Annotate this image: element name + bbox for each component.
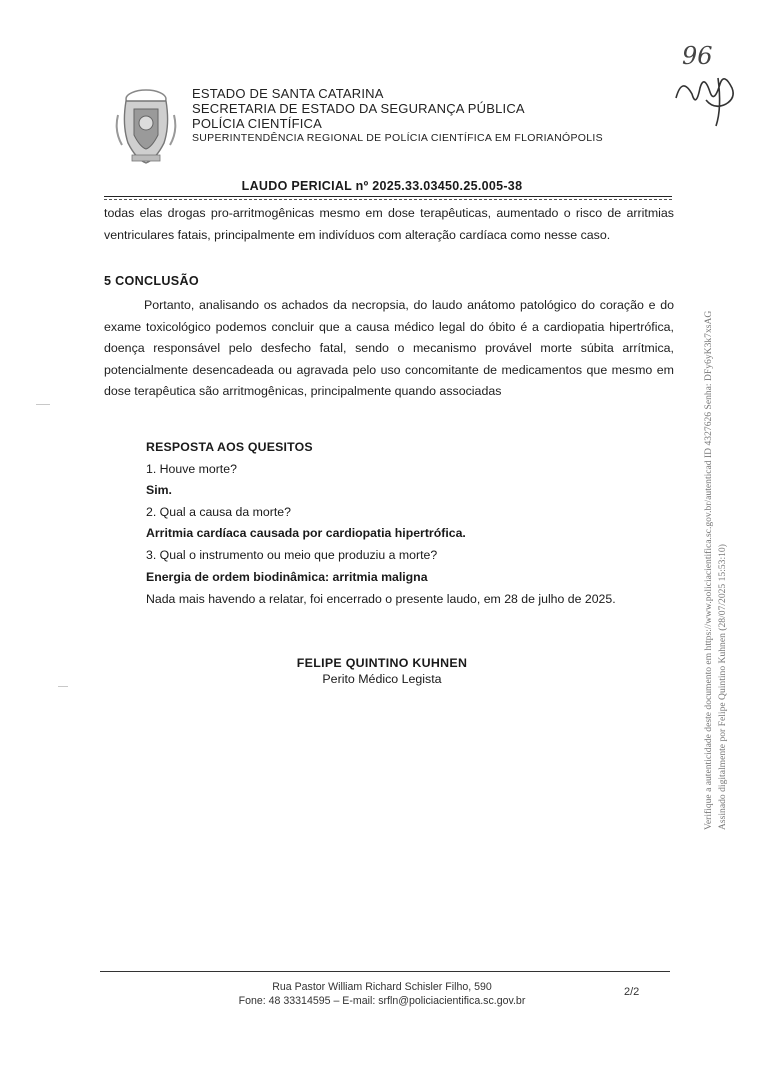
footer-address: Rua Pastor William Richard Schisler Filho, 590 bbox=[272, 981, 492, 993]
answer-1: Sim. bbox=[146, 483, 172, 498]
answer-2: Arritmia cardíaca causada por cardiopatia hipertrófica. bbox=[146, 526, 466, 541]
handwritten-page-number: 96 bbox=[682, 42, 713, 70]
authentication-side-text bbox=[702, 182, 730, 830]
section-heading-conclusao: 5 CONCLUSÃO bbox=[104, 274, 199, 288]
footer bbox=[0, 980, 764, 1008]
coat-of-arms-icon bbox=[112, 85, 180, 167]
signer-role: Perito Médico Legista bbox=[322, 672, 442, 686]
handwritten-page-mark bbox=[666, 38, 744, 128]
continued-paragraph: todas elas drogas pro-arritmogênicas mesmo em dose terapêuticas, aumentado o risco de arritmias ventriculares fatais, principalmente em indivíduos com alteração cardíaca como nesse caso. bbox=[104, 206, 674, 242]
question-3: 3. Qual o instrumento ou meio que produziu a morte? bbox=[146, 547, 438, 562]
quesitos-heading: RESPOSTA AOS QUESITOS bbox=[146, 440, 313, 454]
closing-statement: Nada mais havendo a relatar, foi encerrado o presente laudo, em 28 de julho de 2025. bbox=[146, 592, 616, 606]
answer-3: Energia de ordem biodinâmica: arritmia maligna bbox=[146, 569, 428, 584]
signature-block bbox=[0, 655, 764, 687]
scan-artifact bbox=[36, 404, 50, 405]
footer-rule bbox=[100, 971, 670, 972]
quesitos-block bbox=[146, 437, 466, 588]
signer-name: FELIPE QUINTINO KUHNEN bbox=[296, 656, 468, 670]
conclusion-paragraph: Portanto, analisando os achados da necropsia, do laudo anátomo patológico do coração e do exame toxicológico podemos concluir que a causa médico legal do óbito é a cardiopatia hipertrófica, doença responsável pelo desfecho fatal, sendo o mecanismo provável morte súbita arrítmica, potencialmente desencadeada ou agravada pelo uso concomitante de medicamentos que mesmo em dose terapêutica são arritmogênicas, principalmente quando associadas bbox=[104, 298, 674, 398]
header-rule bbox=[104, 196, 672, 197]
header-state: ESTADO DE SANTA CATARINA bbox=[192, 86, 384, 101]
scan-artifact bbox=[58, 686, 68, 687]
institution-header bbox=[192, 86, 603, 146]
header-secretariat: SECRETARIA DE ESTADO DA SEGURANÇA PÚBLICA bbox=[192, 101, 525, 116]
question-2: 2. Qual a causa da morte? bbox=[146, 504, 291, 519]
authentication-link-text: Verifique a autenticidade deste documento em https://www.policiacientifica.sc.gov.br/autenticad ID 4327626 Senha: DFy6yK3k7xsAG bbox=[703, 310, 714, 830]
page-number: 2/2 bbox=[624, 986, 640, 998]
header-superintendence: SUPERINTENDÊNCIA REGIONAL DE POLÍCIA CIENTÍFICA EM FLORIANÓPOLIS bbox=[192, 132, 603, 144]
footer-contact: Fone: 48 33314595 – E-mail: srfln@policiacientifica.sc.gov.br bbox=[238, 995, 526, 1007]
header-rule-dashed bbox=[104, 199, 672, 200]
header-police: POLÍCIA CIENTÍFICA bbox=[192, 116, 323, 131]
report-title: LAUDO PERICIAL nº 2025.33.03450.25.005-38 bbox=[241, 179, 523, 193]
question-1: 1. Houve morte? bbox=[146, 461, 237, 476]
digital-signature-text: Assinado digitalmente por Felipe Quintino Kuhnen (28/07/2025 15:53:10) bbox=[717, 544, 728, 830]
